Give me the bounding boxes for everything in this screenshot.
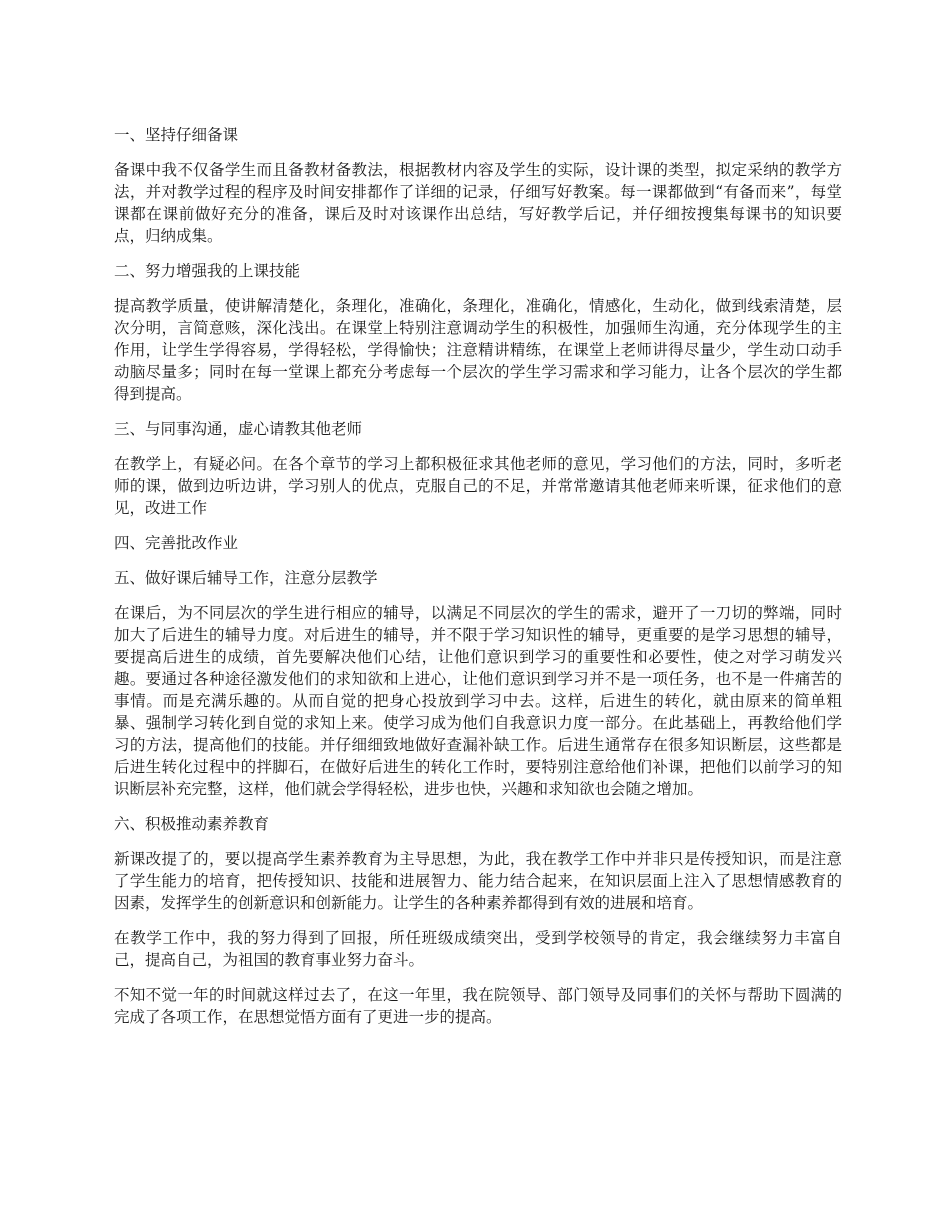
- section-heading-3: 三、与同事沟通，虚心请教其他老师: [114, 420, 363, 438]
- section-heading-2: 二、努力增强我的上课技能: [114, 262, 301, 280]
- section-heading-6: 六、积极推动素养教育: [114, 815, 270, 833]
- section-heading-5: 五、做好课后辅导工作，注意分层教学: [114, 569, 378, 587]
- paragraph-3: 在教学上，有疑必问。在各个章节的学习上都积极征求其他老师的意见，学习他们的方法，同时，多听老师的课，做到边听边讲，学习别人的优点，克服自己的不足，并常常邀请其他老师来听课，征求他们的意见，改进工作: [114, 455, 842, 517]
- section-heading-4: 四、完善批改作业: [114, 534, 239, 552]
- paragraph-2: 提高教学质量，使讲解清楚化，条理化，准确化，条理化，准确化，情感化，生动化，做到线索清楚，层次分明，言简意赅，深化浅出。在课堂上特别注意调动学生的积极性，加强师生沟通，充分体现学生的主作用，让学生学得容易，学得轻松，学得愉快；注意精讲精练，在课堂上老师讲得尽量少，学生动口动手动脑尽量多；同时在每一堂课上都充分考虑每一个层次的学生学习需求和学习能力，让各个层次的学生都得到提高。: [114, 297, 842, 403]
- paragraph-7: 在教学工作中，我的努力得到了回报，所任班级成绩突出，受到学校领导的肯定，我会继续努力丰富自己，提高自己，为祖国的教育事业努力奋斗。: [114, 929, 842, 969]
- paragraph-1: 备课中我不仅备学生而且备教材备教法，根据教材内容及学生的实际，设计课的类型，拟定采纳的教学方法，并对教学过程的程序及时间安排都作了详细的记录，仔细写好教案。每一课都做到“有备而来”，每堂课都在课前做好充分的准备，课后及时对该课作出总结，写好教学后记，并仔细按搜集每课书的知识要点，归纳成集。: [114, 161, 842, 245]
- section-heading-1: 一、坚持仔细备课: [114, 126, 239, 144]
- paragraph-6: 新课改提了的，要以提高学生素养教育为主导思想，为此，我在教学工作中并非只是传授知识，而是注意了学生能力的培育，把传授知识、技能和进展智力、能力结合起来，在知识层面上注入了思想情感教育的因素，发挥学生的创新意识和创新能力。让学生的各种素养都得到有效的进展和培育。: [114, 850, 842, 912]
- paragraph-8: 不知不觉一年的时间就这样过去了，在这一年里，我在院领导、部门领导及同事们的关怀与帮助下圆满的完成了各项工作，在思想觉悟方面有了更进一步的提高。: [114, 986, 842, 1026]
- paragraph-5: 在课后，为不同层次的学生进行相应的辅导，以满足不同层次的学生的需求，避开了一刀切的弊端，同时加大了后进生的辅导力度。对后进生的辅导，并不限于学习知识性的辅导，更重要的是学习思想的辅导，要提高后进生的成绩，首先要解决他们心结，让他们意识到学习的重要性和必要性，使之对学习萌发兴趣。要通过各种途径激发他们的求知欲和上进心，让他们意识到学习并不是一项任务，也不是一件痛苦的事情。而是充满乐趣的。从而自觉的把身心投放到学习中去。这样，后进生的转化，就由原来的简单粗暴、强制学习转化到自觉的求知上来。使学习成为他们自我意识力度一部分。在此基础上，再教给他们学习的方法，提高他们的技能。并仔细细致地做好查漏补缺工作。后进生通常存在很多知识断层，这些都是后进生转化过程中的拌脚石，在做好后进生的转化工作时，要特别注意给他们补课，把他们以前学习的知识断层补充完整，这样，他们就会学得轻松，进步也快，兴趣和求知欲也会随之增加。: [114, 604, 842, 798]
- document-body: [114, 124, 842, 1041]
